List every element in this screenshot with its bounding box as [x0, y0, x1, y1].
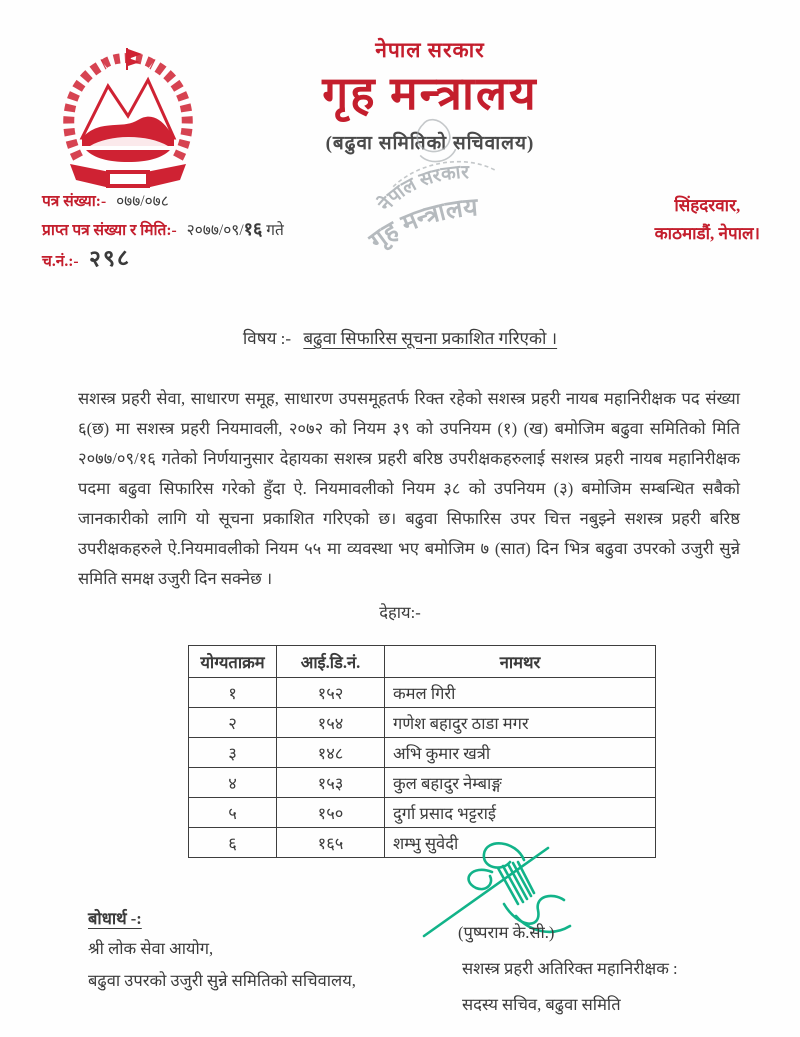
- table-header-row: [189, 646, 656, 678]
- letter-number-value: ०७७/०७८: [116, 193, 169, 210]
- nepal-coat-of-arms-icon: [52, 46, 204, 194]
- svg-text:गृह मन्त्रालय: गृह मन्त्रालय: [364, 194, 479, 255]
- government-name: नेपाल सरकार: [375, 38, 485, 62]
- rank-cell: २: [189, 708, 277, 738]
- col-header-id: आई.डि.नं.: [277, 646, 385, 678]
- handwritten-dispatch-number: २९८: [88, 245, 131, 273]
- letter-meta: [42, 188, 284, 276]
- id-cell: १५३: [277, 768, 385, 798]
- table-row: [189, 798, 656, 828]
- name-cell: कमल गिरी: [385, 678, 656, 708]
- office-address: [655, 192, 760, 248]
- body-paragraph: सशस्त्र प्रहरी सेवा, साधारण समूह, साधारण उपसमूहतर्फ रिक्त रहेको सशस्त्र प्रहरी नायब महानिरीक्षक पद संख्या ६(छ) मा सशस्त्र प्रहरी नियमावली, २०७२ को नियम ३९ को उपनियम (१) (ख) बमोजिम बढुवा समितिको मिति २०७७/०९/१६ गतेको निर्णयानुसार देहायका सशस्त्र प्रहरी बरिष्ठ उपरीक्षकहरुलाई सशस्त्र प्रहरी नायब महानिरीक्षक पदमा बढुवा सिफारिस गरेको हुँदा ऐ. नियमावलीको नियम ३८ को उपनियम (३) बमोजिम सम्बन्धित सबैको जानकारीको लागि यो सूचना प्रकाशित गरिएको छ। बढुवा सिफारिस उपर चित्त नबुझ्ने सशस्त्र प्रहरी बरिष्ठ उपरीक्षकहरुले ऐ.नियमावलीको नियम ५५ मा व्यवस्था भए बमोजिम ७ (सात) दिन भित्र बढुवा उपरको उजुरी सुन्ने समिति समक्ष उजुरी दिन सक्नेछ ।: [78, 389, 740, 588]
- letter-number-label: पत्र संख्या:-: [42, 193, 107, 210]
- id-cell: १४८: [277, 738, 385, 768]
- table-row: [189, 678, 656, 708]
- rank-cell: ४: [189, 768, 277, 798]
- signatory-title: सशस्त्र प्रहरी अतिरिक्त महानिरीक्षक :: [462, 959, 678, 978]
- svg-text:नेपाल सरकार: नेपाल सरकार: [374, 162, 469, 216]
- rank-cell: ६: [189, 828, 277, 858]
- col-header-name: नामथर: [385, 646, 656, 678]
- received-date-row: [42, 216, 284, 245]
- received-date-label: प्राप्त पत्र संख्या र मिति:-: [42, 222, 177, 239]
- promotion-recommendation-table: [188, 645, 656, 858]
- table-row: [189, 708, 656, 738]
- subject-line: [0, 326, 800, 349]
- cc-item: बढुवा उपरको उजुरी सुन्ने समितिको सचिवालय,: [88, 971, 356, 990]
- received-date-value: २०७७/०९/१६ गते: [186, 219, 284, 240]
- name-cell: गणेश बहादुर ठाडा मगर: [385, 708, 656, 738]
- col-header-rank: योग्यताक्रम: [189, 646, 277, 678]
- dispatch-number-row: [42, 245, 284, 276]
- subject-text: बढुवा सिफारिस सूचना प्रकाशित गरिएको ।: [303, 329, 558, 348]
- rank-cell: ३: [189, 738, 277, 768]
- table-row: [189, 738, 656, 768]
- address-line-1: सिंहदरवार,: [674, 196, 741, 215]
- cc-label: बोधार्थ -:: [88, 909, 142, 928]
- subject-label: विषय :-: [242, 329, 292, 348]
- cc-item: श्री लोक सेवा आयोग,: [88, 939, 214, 958]
- signatory-role: सदस्य सचिव, बढुवा समिति: [462, 995, 621, 1014]
- letter-number-row: [42, 188, 284, 216]
- signatory-name: (पुष्पराम के.सी.): [458, 923, 555, 942]
- name-cell: शम्भु सुवेदी: [385, 828, 656, 858]
- handwritten-day: १६: [243, 219, 263, 240]
- id-cell: १५४: [277, 708, 385, 738]
- name-cell: कुल बहादुर नेम्बाङ्ग: [385, 768, 656, 798]
- id-cell: १६५: [277, 828, 385, 858]
- letterhead: [210, 36, 650, 155]
- name-cell: दुर्गा प्रसाद भट्टराई: [385, 798, 656, 828]
- rank-cell: ५: [189, 798, 277, 828]
- table-row: [189, 768, 656, 798]
- ministry-name: गृह मन्त्रालय: [322, 68, 538, 119]
- id-cell: १५०: [277, 798, 385, 828]
- dispatch-number-label: च.नं.:-: [42, 253, 79, 270]
- name-cell: अभि कुमार खत्री: [385, 738, 656, 768]
- secretariat-name: (बढुवा समितिको सचिवालय): [325, 132, 535, 154]
- table-intro-label: देहाय:-: [379, 603, 421, 622]
- address-line-2: काठमाडौं, नेपाल।: [654, 224, 760, 243]
- id-cell: १५२: [277, 678, 385, 708]
- rank-cell: १: [189, 678, 277, 708]
